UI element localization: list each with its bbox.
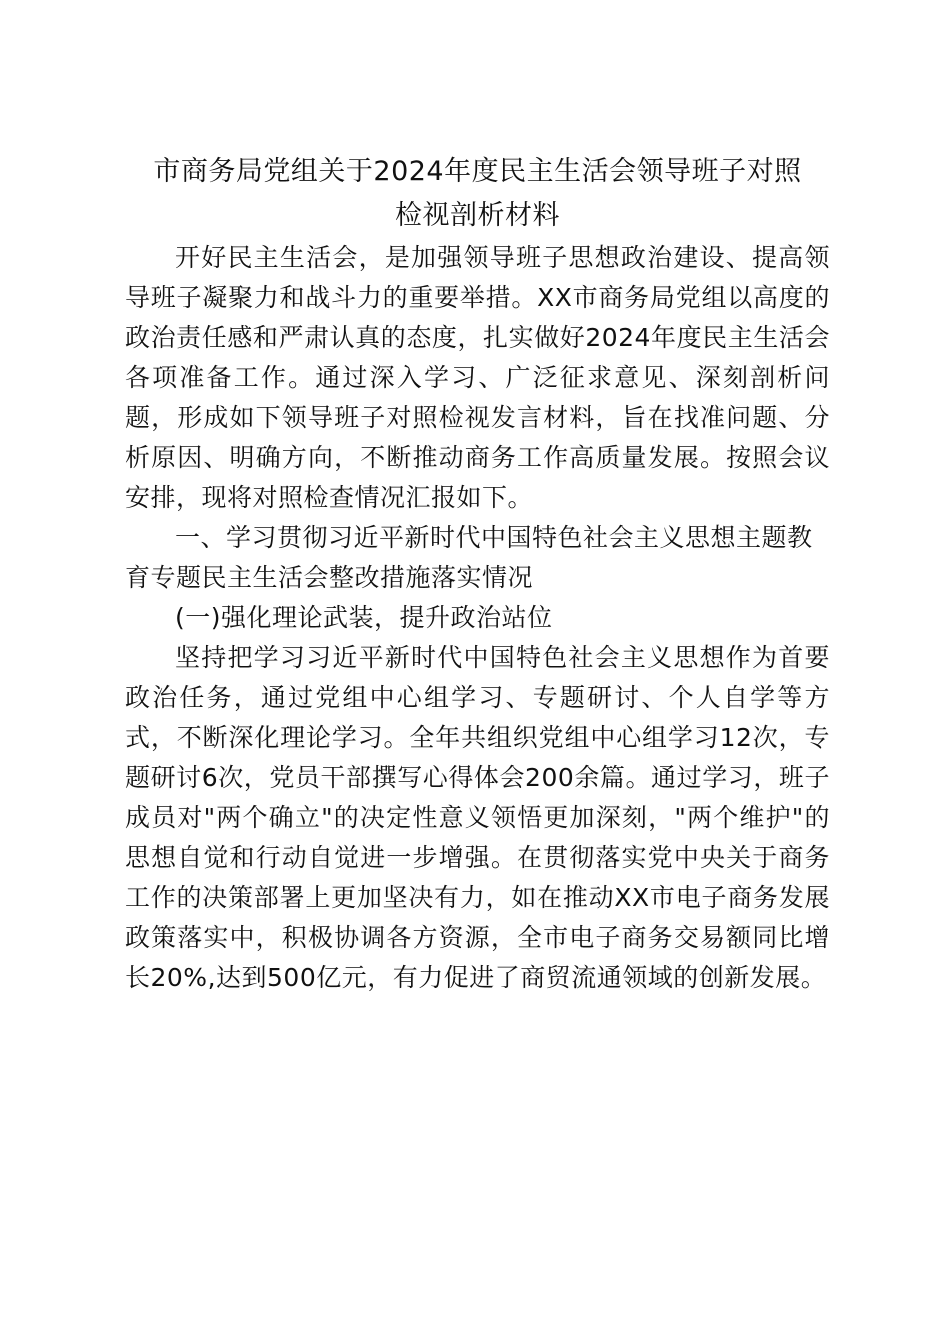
document-body <box>125 150 830 998</box>
intro-paragraph: 开好民主生活会，是加强领导班子思想政治建设、提高领导班子凝聚力和战斗力的重要举措。XX市商务局党组以高度的政治责任感和严肃认真的态度，扎实做好2024年度民主生活会各项准备工作。通过深入学习、广泛征求意见、深刻剖析问题，形成如下领导班子对照检视发言材料，旨在找准问题、分析原因、明确方向，不断推动商务工作高质量发展。按照会议安排，现将对照检查情况汇报如下。 <box>125 243 830 512</box>
subsection-1-body: 坚持把学习习近平新时代中国特色社会主义思想作为首要政治任务，通过党组中心组学习、专题研讨、个人自学等方式，不断深化理论学习。全年共组织党组中心组学习12次，专题研讨6次，党员干部撰写心得体会200余篇。通过学习，班子成员对"两个确立"的决定性意义领悟更加深刻，"两个维护"的思想自觉和行动自觉进一步增强。在贯彻落实党中央关于商务工作的决策部署上更加坚决有力，如在推动XX市电子商务发展政策落实中，积极协调各方资源，全市电子商务交易额同比增长20%,达到500亿元，有力促进了商贸流通领域的创新发展。 <box>125 643 830 992</box>
section-1-heading: 一、学习贯彻习近平新时代中国特色社会主义思想主题教育专题民主生活会整改措施落实情况 <box>125 523 813 592</box>
subsection-1-heading: (一)强化理论武装，提升政治站位 <box>175 603 553 632</box>
document-title-line-2: 检视剖析材料 <box>395 200 560 231</box>
document-title-line-1: 市商务局党组关于2024年度民主生活会领导班子对照 <box>153 156 802 187</box>
document-title <box>125 150 830 238</box>
